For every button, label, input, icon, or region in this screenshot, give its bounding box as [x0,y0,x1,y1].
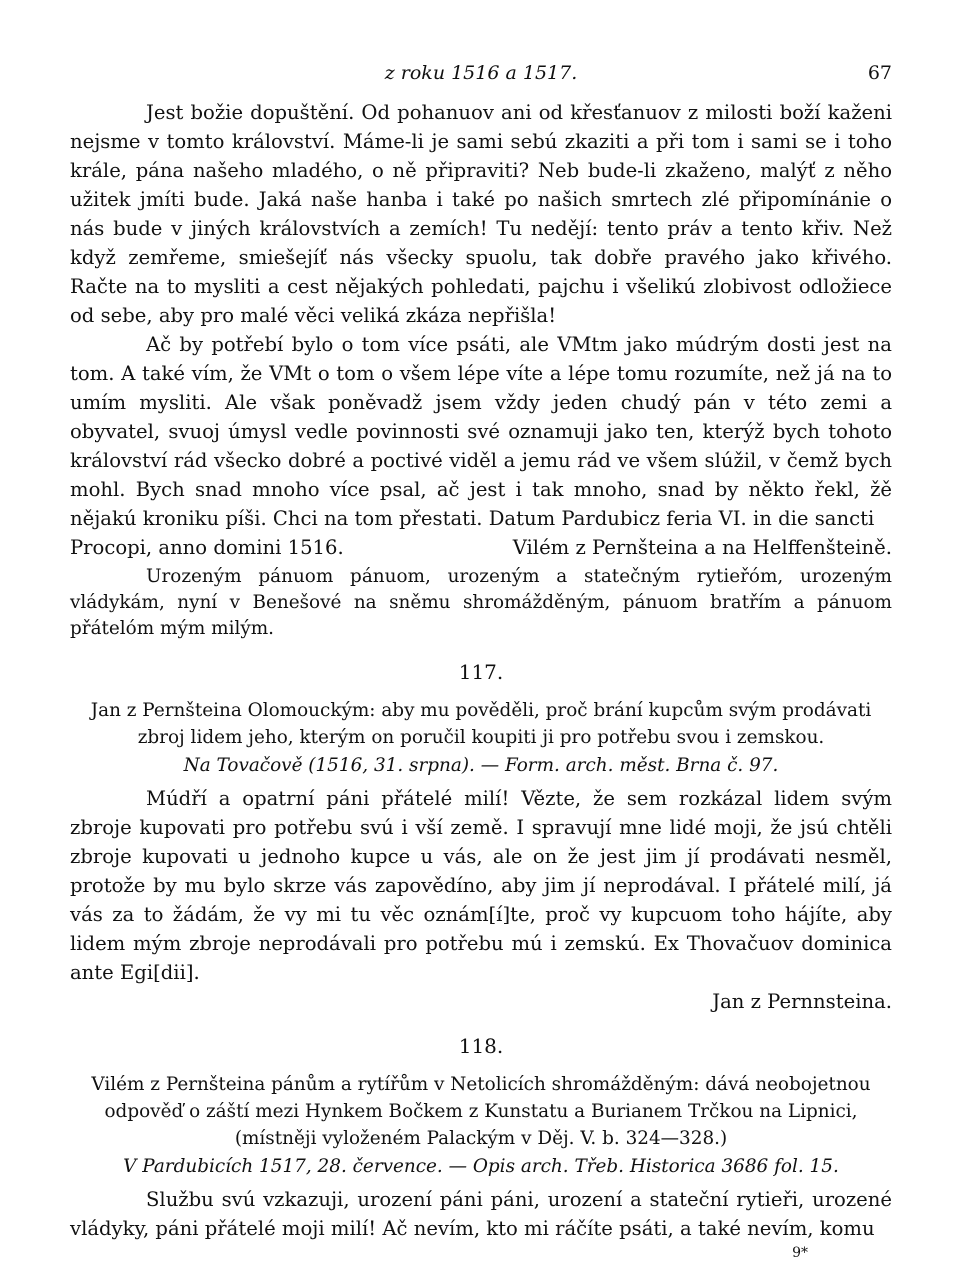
source-117: Na Tovačově (1516, 31. srpna). — Form. arch. měst. Brna č. 97. [183,755,779,776]
document-number-117: 117. [458,660,504,684]
document-number-118: 118. [458,1034,504,1058]
signature-jan-text: Jan z Pernnsteina. [712,990,892,1013]
book-page [70,58,892,1263]
letter-117-text: Múdří a opatrní páni přátelé milí! Vězte, že sem rozkázal lidem svým zbroje kupovati pro potřebu svú i vší země. I spravují mne lidé moji, že jsú chtěli zbroje kupovati u jednoho kupce u vás, ale on že jest jim jí prodávati nesměl, protože by mu bylo skrze vás zapovědíno, aby jim jí neprodával. I přátelé milí, já vás za to žádám, že vy mi tu věc oznám[í]te, proč vy kupcuom toho hájíte, aby lidem mým zbroje neprodávali pro potřebu mú i zemskú. Ex Thovačuov dominica ante Egi[dii]. [70,787,892,984]
page-header [70,58,892,88]
letter-118-text: Službu svú vzkazuji, urození páni páni, urození a stateční rytieři, urozené vládyky, páni přátelé moji milí! Ač nevím, kto mi ráčíte psáti, a také nevím, komu [70,1188,892,1240]
sheet-signature-mark: 9* [792,1245,808,1261]
date-signature-line [70,533,892,562]
source-118: V Pardubicích 1517, 28. července. — Opis arch. Třeb. Historica 3686 fol. 15. [123,1156,839,1177]
signature-jan [70,987,892,1016]
running-title: z roku 1516 a 1517. [384,62,578,84]
regest-118: Vilém z Pernšteina pánům a rytířům v Netolicích shromážděným: dává neobojetnou odpověď o záští mezi Hynkem Bočkem z Kunstatu a Burianem Trčkou na Lipnici, (místněji vyloženém Palackým v Děj. V. b. 324—328.) [91,1074,871,1149]
page-number: 67 [867,62,892,84]
letter-116-paragraph-1: Jest božie dopuštění. Od pohanuov ani od křesťanuov z milosti boží kaženi nejsme v tomto království. Máme-li je sami sebú zkaziti a při tom i sami se i toho krále, pána našeho mladého, o ně připraviti? Neb bude-li zkaženo, malýť z něho užitek jmíti bude. Jaká naše hanba i také po našich smrtech zlé připomínánie o nás bude v jiných královstvích a zemích! Tu nedějí: tento práv a tento křiv. Než když zemřeme, smiešejíť nás všecky spuolu, tak dobře pravého jako křivého. Račte na to mysliti a cest nějakých pohledati, pajchu i všelikú zlobivost odložiece od sebe, aby pro malé věci veliká zkáza nepřišla! [70,101,892,327]
regest-117: Jan z Pernšteina Olomouckým: aby mu pověděli, proč brání kupcům svým prodávati zbroj lidem jeho, kterým on poručil koupiti ji pro potřebu svou i zemskou. [90,700,872,748]
letter-116-paragraph-2: Ač by potřebí bylo o tom více psáti, ale VMtm jako múdrým dosti jest na tom. A také vím, že VMt o tom o všem lépe víte a lépe tomu rozumíte, než já na to umím mysliti. Ale však poněvadž jsem vždy jeden chudý pán v této zemi a obyvatel, svuoj úmysl vedle povinnosti své oznamuji jako ten, kterýž bych tohoto království rád všecko dobré a poctivé viděl a jemu rád ve všem slúžil, v čemž bych mohl. Bych snad mnoho více psal, ač jest i tak mnoho, snad by někto řekl, žě nějakú kroniku píši. Chci na tom přestati. Datum Pardubicz feria VI. in die sancti [70,333,892,530]
signature-vilem: Vilém z Pernšteina a na Helffenšteině. [512,536,892,559]
date-line: Procopi, anno domini 1516. [70,536,344,559]
letter-address: Urozeným pánuom pánuom, urozeným a statečným rytieřóm, urozeným vládykám, nyní v Benešové na sněmu shromážděným, pánuom bratřím a pánuom přátelóm mým milým. [70,566,892,639]
